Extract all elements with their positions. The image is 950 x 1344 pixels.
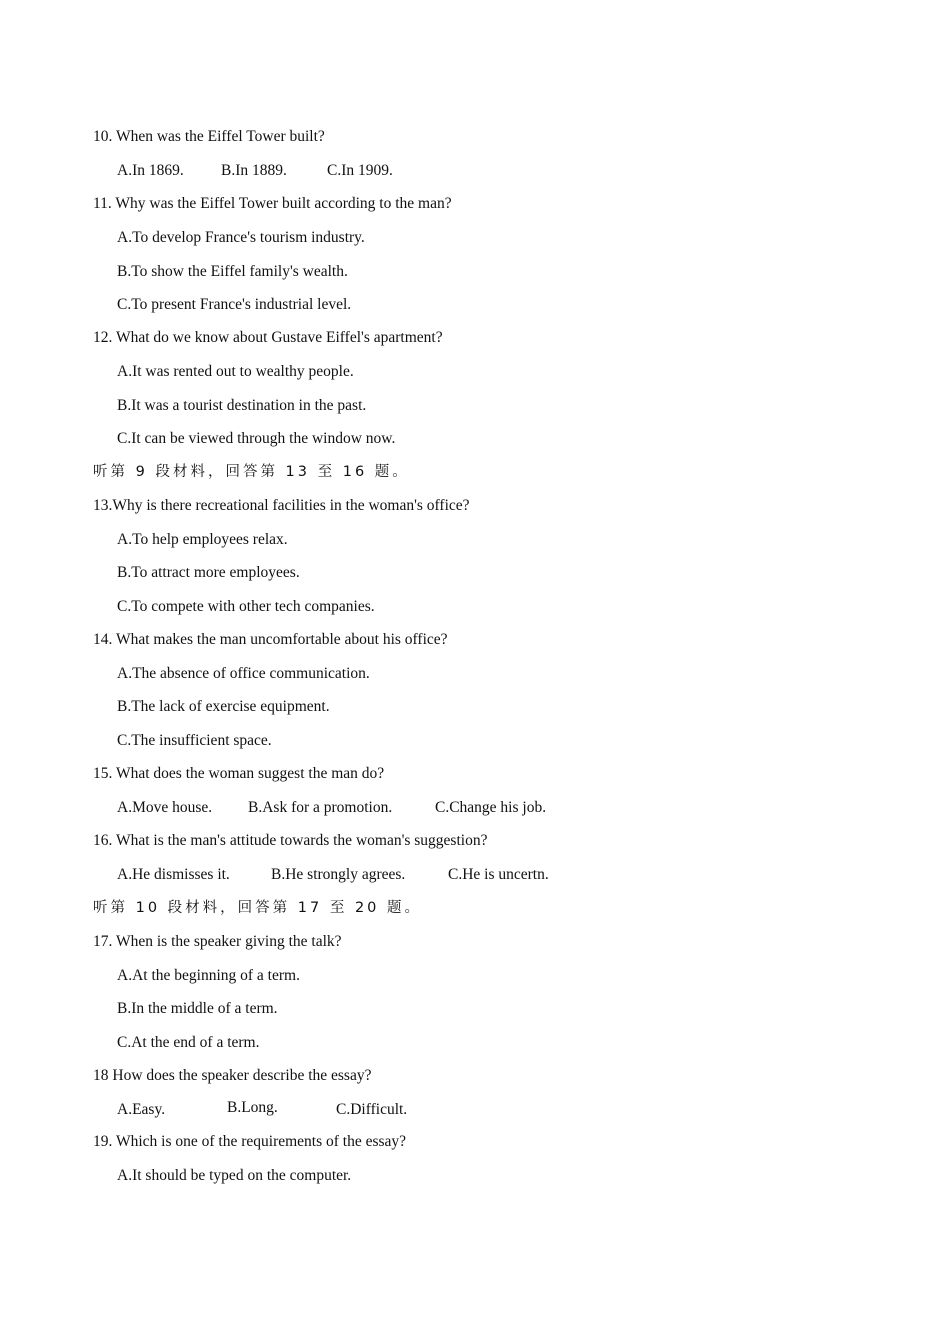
- question-14: 14. What makes the man uncomfortable about his office?: [93, 631, 448, 648]
- option-12-a: A.It was rented out to wealthy people.: [117, 363, 354, 380]
- option-10-c: C.In 1909.: [327, 162, 393, 179]
- option-17-b: B.In the middle of a term.: [117, 1000, 278, 1017]
- option-16-a: A.He dismisses it.: [117, 866, 230, 883]
- option-14-b: B.The lack of exercise equipment.: [117, 698, 330, 715]
- question-15: 15. What does the woman suggest the man do?: [93, 765, 385, 782]
- question-12: 12. What do we know about Gustave Eiffel's apartment?: [93, 329, 443, 346]
- option-12-c: C.It can be viewed through the window now.: [117, 430, 396, 447]
- question-19: 19. Which is one of the requirements of the essay?: [93, 1133, 407, 1150]
- option-11-c: C.To present France's industrial level.: [117, 296, 352, 313]
- option-11-a: A.To develop France's tourism industry.: [117, 229, 365, 246]
- section-heading-9: 听第 9 段材料，回答第 13 至 16 题。: [93, 464, 410, 480]
- question-11: 11. Why was the Eiffel Tower built according to the man?: [93, 195, 452, 212]
- option-11-b: B.To show the Eiffel family's wealth.: [117, 263, 348, 280]
- option-17-c: C.At the end of a term.: [117, 1034, 260, 1051]
- option-16-b: B.He strongly agrees.: [271, 866, 406, 883]
- option-10-a: A.In 1869.: [117, 162, 184, 179]
- option-10-b: B.In 1889.: [221, 162, 287, 179]
- section-heading-10: 听第 10 段材料，回答第 17 至 20 题。: [93, 900, 423, 916]
- option-13-b: B.To attract more employees.: [117, 564, 300, 581]
- question-16: 16. What is the man's attitude towards the woman's suggestion?: [93, 832, 488, 849]
- option-19-a: A.It should be typed on the computer.: [117, 1167, 352, 1184]
- option-13-c: C.To compete with other tech companies.: [117, 598, 375, 615]
- option-15-b: B.Ask for a promotion.: [248, 799, 393, 816]
- option-14-c: C.The insufficient space.: [117, 732, 272, 749]
- option-17-a: A.At the beginning of a term.: [117, 967, 300, 984]
- option-12-b: B.It was a tourist destination in the past.: [117, 397, 367, 414]
- option-14-a: A.The absence of office communication.: [117, 665, 370, 682]
- question-10: 10. When was the Eiffel Tower built?: [93, 128, 325, 145]
- question-18: 18 How does the speaker describe the essay?: [93, 1067, 372, 1084]
- option-18-a: A.Easy.: [117, 1101, 166, 1118]
- option-15-c: C.Change his job.: [435, 799, 547, 816]
- option-16-c: C.He is uncertn.: [448, 866, 549, 883]
- question-17: 17. When is the speaker giving the talk?: [93, 933, 342, 950]
- question-13: 13.Why is there recreational facilities in the woman's office?: [93, 497, 470, 514]
- option-13-a: A.To help employees relax.: [117, 531, 288, 548]
- option-18-b: B.Long.: [227, 1099, 278, 1116]
- option-15-a: A.Move house.: [117, 799, 213, 816]
- option-18-c: C.Difficult.: [336, 1101, 408, 1118]
